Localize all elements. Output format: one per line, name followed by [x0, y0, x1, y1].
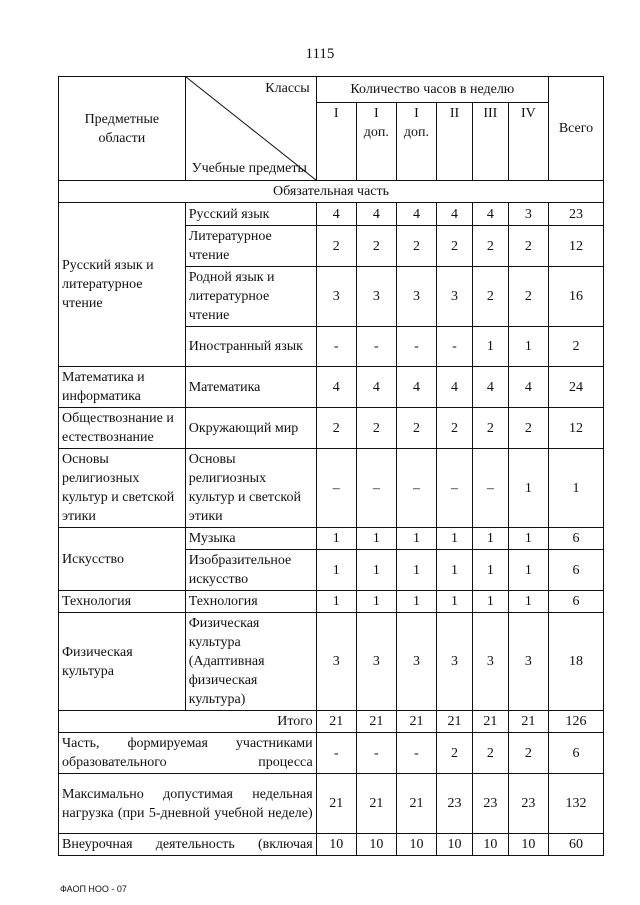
hours-cell: 1: [437, 550, 473, 591]
subject-name: Иностранный язык: [185, 327, 316, 367]
header-classes: Классы: [265, 81, 310, 96]
hours-cell: 2: [472, 226, 508, 267]
hours-cell: 10: [316, 834, 356, 856]
total-cell: 6: [549, 591, 604, 613]
hours-cell: –: [356, 449, 396, 528]
hours-cell: -: [316, 733, 356, 774]
hours-cell: 1: [356, 528, 396, 550]
total-cell: 18: [549, 613, 604, 711]
hours-cell: 1: [437, 528, 473, 550]
header-hours-per-week: Количество часов в неделю: [316, 77, 548, 103]
total-cell: 1: [549, 449, 604, 528]
hours-cell: 21: [508, 711, 548, 733]
hours-cell: 4: [396, 367, 436, 408]
subject-area: Основы религиозных культур и светской этики: [59, 449, 186, 528]
hours-cell: 1: [508, 327, 548, 367]
hours-cell: 21: [396, 711, 436, 733]
subject-name: Русский язык: [185, 203, 316, 226]
hours-cell: 21: [437, 711, 473, 733]
subject-area: Русский язык и литературное чтение: [59, 203, 186, 367]
hours-cell: 1: [316, 591, 356, 613]
total-cell: 60: [549, 834, 604, 856]
hours-cell: 21: [396, 774, 436, 834]
hours-cell: –: [437, 449, 473, 528]
footer-code: ФАОП НОО - 07: [60, 884, 127, 894]
hours-cell: 21: [472, 711, 508, 733]
hours-cell: 3: [437, 613, 473, 711]
hours-cell: 2: [437, 408, 473, 449]
hours-cell: 10: [356, 834, 396, 856]
hours-cell: 2: [437, 226, 473, 267]
hours-cell: 3: [437, 267, 473, 327]
table-row: [59, 203, 604, 226]
hours-cell: 2: [316, 408, 356, 449]
table-row: [59, 408, 604, 449]
hours-cell: 1: [396, 550, 436, 591]
total-cell: 126: [549, 711, 604, 733]
hours-cell: 1: [396, 528, 436, 550]
hours-cell: -: [396, 327, 436, 367]
hours-cell: 4: [316, 367, 356, 408]
hours-cell: 23: [508, 774, 548, 834]
header-grade: III: [472, 103, 508, 181]
summary-row: [59, 711, 604, 733]
total-cell: 6: [549, 550, 604, 591]
hours-cell: 2: [396, 226, 436, 267]
max-load-label: Максимально допустимая недельная нагрузка (при 5-дневной учебной неделе): [59, 774, 317, 834]
subject-name: Родной язык и литературное чтение: [185, 267, 316, 327]
hours-cell: -: [316, 327, 356, 367]
hours-cell: 2: [472, 408, 508, 449]
total-cell: 12: [549, 226, 604, 267]
page-number: 1115: [305, 46, 335, 62]
total-cell: 23: [549, 203, 604, 226]
hours-cell: 3: [396, 613, 436, 711]
header-total: Всего: [549, 77, 604, 181]
hours-cell: 2: [508, 267, 548, 327]
subject-name: Математика: [185, 367, 316, 408]
hours-cell: 1: [508, 550, 548, 591]
hours-cell: 1: [508, 591, 548, 613]
hours-cell: 2: [472, 267, 508, 327]
subject-area: Математика и информатика: [59, 367, 186, 408]
section-mandatory: Обязательная часть: [59, 181, 604, 203]
subject-area: Искусство: [59, 528, 186, 591]
table-row: [59, 613, 604, 711]
header-grade: II: [437, 103, 473, 181]
hours-cell: -: [437, 327, 473, 367]
hours-cell: 3: [356, 613, 396, 711]
hours-cell: 2: [356, 226, 396, 267]
header-grade: I доп.: [356, 103, 396, 181]
hours-cell: 2: [356, 408, 396, 449]
subject-name: Окружающий мир: [185, 408, 316, 449]
hours-cell: 1: [472, 591, 508, 613]
hours-cell: 4: [472, 203, 508, 226]
subject-name: Физическая культура (Адаптивная физическая культура): [185, 613, 316, 711]
subject-name: Изобразительное искусство: [185, 550, 316, 591]
hours-cell: 1: [396, 591, 436, 613]
hours-cell: 2: [508, 226, 548, 267]
header-grade: I: [316, 103, 356, 181]
summary-row: [59, 774, 604, 834]
itogo-label: Итого: [59, 711, 317, 733]
hours-cell: 10: [396, 834, 436, 856]
hours-cell: 4: [316, 203, 356, 226]
hours-cell: –: [316, 449, 356, 528]
hours-cell: 1: [316, 550, 356, 591]
summary-row: [59, 834, 604, 856]
total-cell: 132: [549, 774, 604, 834]
hours-cell: 4: [472, 367, 508, 408]
total-cell: 2: [549, 327, 604, 367]
hours-cell: 2: [472, 733, 508, 774]
subject-area: Обществознание и естествознание: [59, 408, 186, 449]
hours-cell: 1: [356, 591, 396, 613]
hours-cell: 1: [508, 449, 548, 528]
hours-cell: 10: [437, 834, 473, 856]
hours-cell: 10: [472, 834, 508, 856]
hours-cell: 1: [356, 550, 396, 591]
hours-cell: 23: [437, 774, 473, 834]
hours-cell: 1: [508, 528, 548, 550]
header-diagonal-cell: [185, 77, 316, 181]
hours-cell: 21: [316, 711, 356, 733]
header-grade: IV: [508, 103, 548, 181]
hours-cell: 4: [356, 367, 396, 408]
total-cell: 12: [549, 408, 604, 449]
subject-name: Технология: [185, 591, 316, 613]
table-row: [59, 528, 604, 550]
hours-cell: 3: [508, 613, 548, 711]
hours-cell: 4: [437, 203, 473, 226]
part-formed-label: Часть, формируемая участниками образовательного процесса: [59, 733, 317, 774]
hours-cell: 1: [472, 550, 508, 591]
subject-area: Физическая культура: [59, 613, 186, 711]
hours-cell: 2: [316, 226, 356, 267]
hours-cell: -: [356, 733, 396, 774]
hours-cell: 1: [472, 528, 508, 550]
hours-cell: 3: [472, 613, 508, 711]
hours-cell: –: [472, 449, 508, 528]
total-cell: 24: [549, 367, 604, 408]
total-cell: 6: [549, 528, 604, 550]
hours-cell: 1: [437, 591, 473, 613]
hours-cell: -: [396, 733, 436, 774]
hours-cell: 4: [396, 203, 436, 226]
hours-cell: 21: [356, 711, 396, 733]
subject-name: Музыка: [185, 528, 316, 550]
hours-cell: 23: [472, 774, 508, 834]
extracurricular-label: Внеурочная деятельность (включая: [59, 834, 317, 856]
curriculum-table: [58, 76, 604, 856]
hours-cell: 21: [356, 774, 396, 834]
hours-cell: 3: [508, 203, 548, 226]
hours-cell: 21: [316, 774, 356, 834]
subject-name: Основы религиозных культур и светской этики: [185, 449, 316, 528]
hours-cell: 1: [472, 327, 508, 367]
hours-cell: 4: [356, 203, 396, 226]
hours-cell: 2: [508, 733, 548, 774]
hours-cell: 4: [437, 367, 473, 408]
subject-name: Литературное чтение: [185, 226, 316, 267]
table-row: [59, 591, 604, 613]
table-row: [59, 449, 604, 528]
header-grade: I доп.: [396, 103, 436, 181]
hours-cell: –: [396, 449, 436, 528]
hours-cell: 2: [396, 408, 436, 449]
hours-cell: 3: [316, 267, 356, 327]
hours-cell: 2: [508, 408, 548, 449]
table-row: [59, 367, 604, 408]
hours-cell: 1: [316, 528, 356, 550]
header-subjects: Учебные предметы: [191, 161, 307, 176]
hours-cell: 3: [356, 267, 396, 327]
hours-cell: -: [356, 327, 396, 367]
header-areas: Предметные области: [59, 77, 186, 181]
summary-row: [59, 733, 604, 774]
total-cell: 16: [549, 267, 604, 327]
hours-cell: 4: [508, 367, 548, 408]
hours-cell: 2: [437, 733, 473, 774]
total-cell: 6: [549, 733, 604, 774]
hours-cell: 10: [508, 834, 548, 856]
hours-cell: 3: [316, 613, 356, 711]
hours-cell: 3: [396, 267, 436, 327]
subject-area: Технология: [59, 591, 186, 613]
